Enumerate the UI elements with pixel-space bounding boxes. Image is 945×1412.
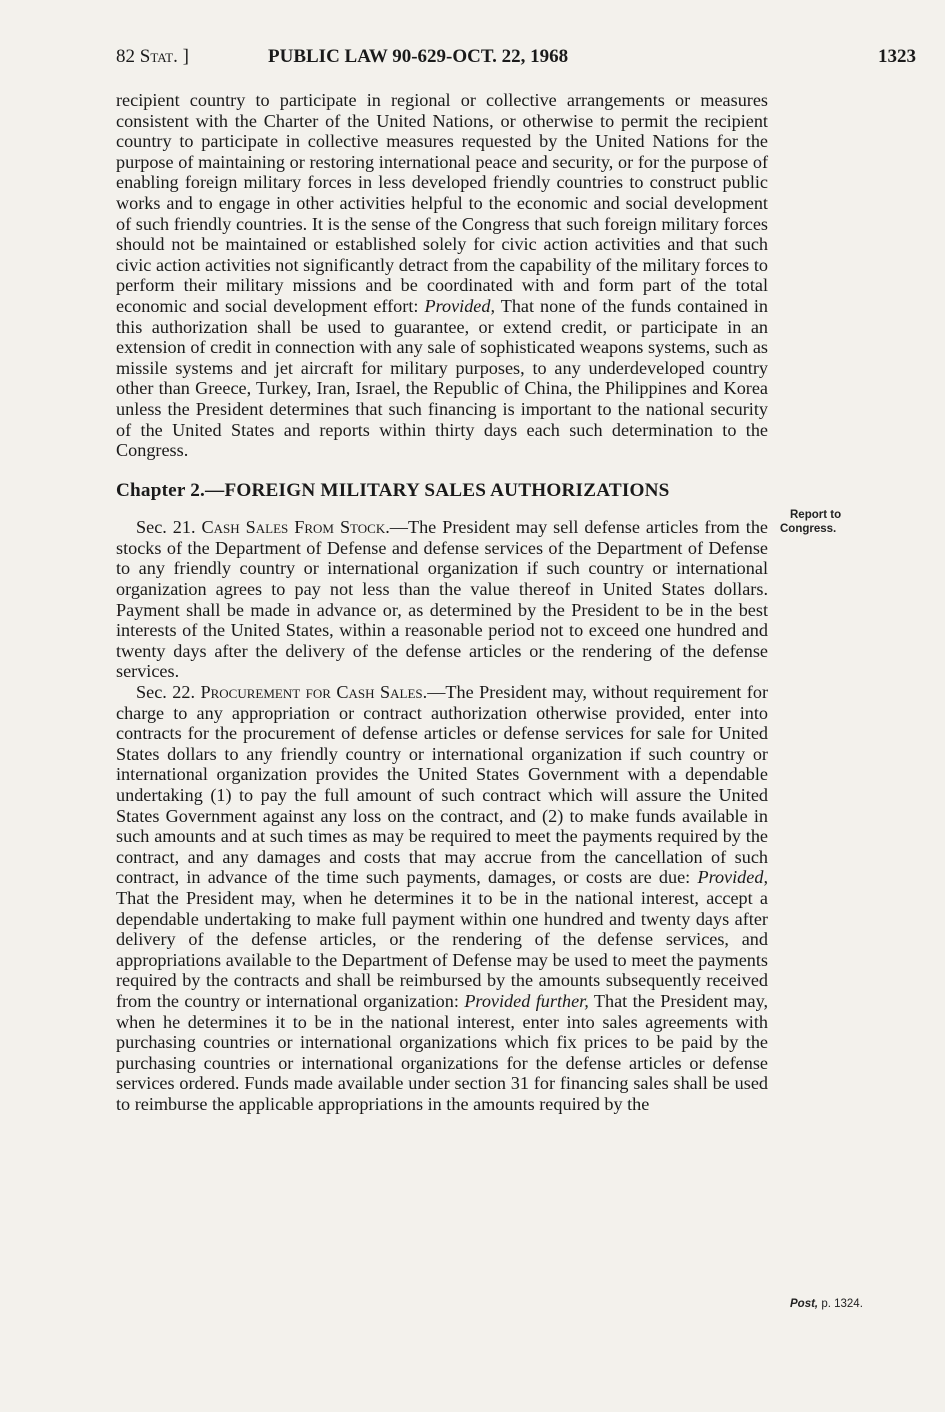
margin-note-report: Report to Congress. [780,509,842,535]
chapter-heading: Chapter 2.—FOREIGN MILITARY SALES AUTHORIZATIONS [116,479,670,501]
volume-number: 82 [116,46,135,67]
margin-note-post: Post, p. 1324. [790,1298,863,1310]
main-text [116,90,768,1115]
page-number: 1323 [878,46,916,67]
continuation-paragraph: recipient country to participate in regional or collective arrangements or measures consistent with the Charter of the United Nations, or otherwise to permit the recipient country to participate in collective measures requested by the United Nations for the purpose of maintaining or restoring international peace and security, or for the purpose of enabling foreign military forces in less developed friendly countries to construct public works and to engage in other activities helpful to the economic and social development of such friendly countries. It is the sense of the Congress that such foreign military forces should not be maintained or established solely for civic action activities and that such civic action activities not significantly detract from the capability of the military forces to perform their military missions and be coordinated with and form part of the total economic and social development effort: Provided, That none of the funds contained in this authorization shall be used to guarantee, or extend credit, or participate in an extension of credit in connection with any sale of sophisticated weapons systems, such as missile systems and jet aircraft for military purposes, to any underdeveloped country other than Greece, Turkey, Iran, Israel, the Republic of China, the Philippines and Korea unless the President determines that such financing is important to the national security of the United States and reports within thirty days each such determination to the Congress. [116,90,769,461]
statute-volume [116,46,189,68]
provided-italic: Provided, [424,295,496,316]
bracket: ] [182,46,189,67]
section-title: Cash Sales From Stock. [201,517,390,538]
provided-italic: Provided, [697,867,768,888]
stat-label: Stat. [139,46,178,67]
page-header [116,46,916,76]
section-22: Sec. 22. Procurement for Cash Sales.—The President may, without requirement for charge to any appropriation or contract authorization otherwise provided, enter into contracts for the procurement of defense articles or defense services for sale for United States dollars to any friendly country or international organization if such country or international organization provides the United States Government with a dependable undertaking (1) to pay the full amount of such contract which will assure the United States Government against any loss on the contract, and (2) to make funds available in such amounts and at such times as may be required to meet the payments required by the contract, and any damages and costs that may accrue from the cancellation of such contract, in advance of the time such payments, damages, or costs are due: Provided, That the President may, when he determines it to be in the national interest, accept a dependable undertaking to make full payment within one hundred and twenty days after delivery of the defense articles, or the rendering of the defense services, and appropriations available to the Department of Defense may be used to meet the payments required by the contracts and shall be reimbursed by the amounts subsequently received from the country or international organization: Provided further, That the President may, when he determines it to be in the national interest, enter into sales agreements with purchasing countries or international organizations which fix prices to be paid by the purchasing countries or international organizations for the defense articles or defense services ordered. Funds made available under section 31 for financing sales shall be used to reimburse the applicable appropriations in the amounts required by the [116,682,769,1114]
section-number: Sec. 21. [136,517,196,538]
law-title: PUBLIC LAW 90-629-OCT. 22, 1968 [268,46,569,67]
section-number: Sec. 22. [136,682,196,703]
section-21: Sec. 21. Cash Sales From Stock.—The President may sell defense articles from the stocks of the Department of Defense and defense services of the Department of Defense to any friendly country or international organization if such country or international organization agrees to pay not less than the value thereof in United States dollars. Payment shall be made in advance or, as determined by the President to be in the best interests of the United States, within a reasonable period not to exceed one hundred and twenty days after the delivery of the defense articles or the rendering of the defense services. [116,517,768,682]
section-title: Procurement for Cash Sales. [200,682,428,703]
provided-further-italic: Provided further, [464,990,589,1011]
